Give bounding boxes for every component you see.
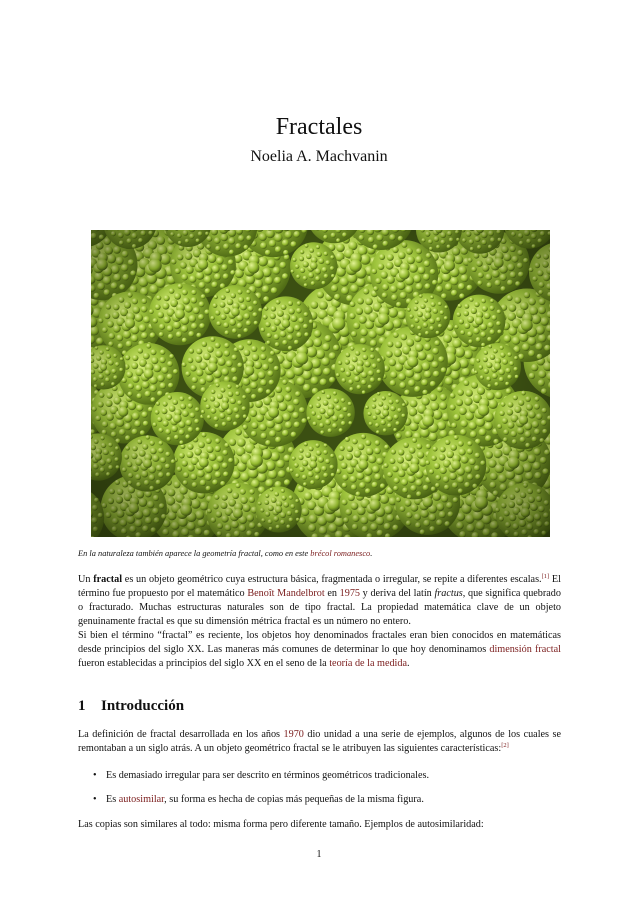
section-number: 1 xyxy=(78,698,86,714)
bullet-icon: • xyxy=(93,770,97,781)
text-run: fueron establecidas a principios del siglo XX en el seno de la xyxy=(78,658,330,669)
page-number: 1 xyxy=(316,849,322,860)
link-mandelbrot[interactable]: Benoît Mandelbrot xyxy=(247,588,325,599)
term-fractus: fractus xyxy=(434,588,463,599)
text-run: La definición de fractal desarrollada en los años xyxy=(78,729,284,740)
romanesco-photo xyxy=(91,230,550,537)
figure-caption xyxy=(78,548,568,559)
text-run: dio unidad a una serie de ejemplos, algunos de los cuales se remontaban a un siglo atrás. A un objeto geométrico fractal se le atribuyen las siguientes características: xyxy=(78,729,561,754)
link-autosimilar[interactable]: autosimilar xyxy=(118,794,165,805)
caption-text: En la naturaleza también aparece la geometría fractal, como en este xyxy=(78,549,311,558)
intro-paragraph-1 xyxy=(78,573,561,629)
section-paragraph-2: Las copias son similares al todo: misma forma pero diferente tamaño. Ejemplos de autosimilaridad: xyxy=(78,819,484,830)
section-heading xyxy=(78,697,184,715)
text-run: es un objeto geométrico cuya estructura básica, fragmentada o irregular, se repite a diferentes escalas. xyxy=(122,574,542,585)
document-author: Noelia A. Machvanin xyxy=(250,148,388,165)
link-teoria-medida[interactable]: teoría de la medida xyxy=(329,658,408,669)
list-item-text: Es demasiado irregular para ser descrito en términos geométricos tradicionales. xyxy=(106,770,430,781)
text-run: Es xyxy=(106,794,119,805)
caption-end: . xyxy=(370,549,373,558)
text-run: Si bien el término “fractal” es reciente, los objetos hoy denominados fractales eran bien conocidos en matemáticas desde principios del siglo XX. Las maneras más comunes de determinar lo que hoy denominamos xyxy=(78,630,561,655)
text-run: Un xyxy=(78,574,94,585)
section-paragraph-1 xyxy=(78,728,561,756)
reference-link-1[interactable]: [1] xyxy=(541,573,550,580)
text-run: , su forma es hecha de copias más pequeñas de la misma figura. xyxy=(164,794,424,805)
link-dimension-fractal[interactable]: dimensión fractal xyxy=(489,644,561,655)
bullet-icon: • xyxy=(93,794,97,805)
text-run: y deriva del latín xyxy=(360,588,435,599)
text-run: . xyxy=(407,658,410,669)
romanesco-image xyxy=(91,230,550,537)
intro-paragraph-2 xyxy=(78,629,561,671)
document-title: Fractales xyxy=(275,114,363,140)
text-run: El término fue propuesto por el matemático xyxy=(78,574,561,599)
text-run: en xyxy=(324,588,340,599)
caption-link-romanesco[interactable]: brécol romanesco xyxy=(310,549,371,558)
link-1975[interactable]: 1975 xyxy=(339,588,361,599)
text-run: , que significa quebrado o fracturado. Muchas estructuras naturales son de tipo fractal. La propiedad matemática clave de un objeto genuinamente fractal es que su dimensión métrica fractal es un número no entero. xyxy=(78,588,561,627)
reference-link-2[interactable]: [2] xyxy=(501,742,509,749)
section-title: Introducción xyxy=(101,698,185,714)
link-1970[interactable]: 1970 xyxy=(283,729,304,740)
list-item-text xyxy=(106,793,424,807)
term-fractal: fractal xyxy=(93,574,123,585)
